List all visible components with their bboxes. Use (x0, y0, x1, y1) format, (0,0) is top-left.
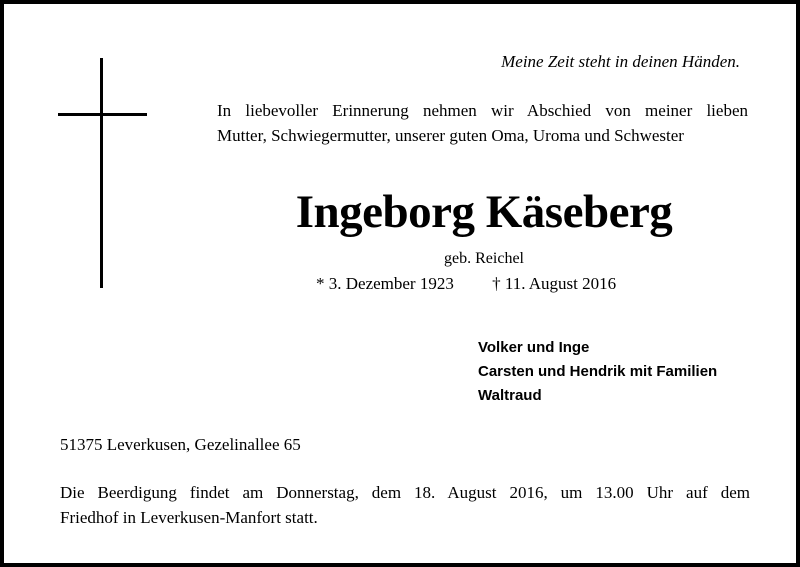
intro-line-2: Mutter, Schwiegermutter, unserer guten Oma, Uroma und Schwester (217, 126, 684, 145)
death-date: † 11. August 2016 (492, 274, 617, 293)
motto-text: Meine Zeit steht in deinen Händen. (501, 52, 740, 71)
funeral-line-1: Die Beerdigung findet am Donnerstag, dem 18. August 2016, um 13.00 Uhr auf dem (60, 483, 750, 502)
mourners-list (478, 336, 717, 408)
deceased-name: Ingeborg Käseberg (295, 186, 673, 238)
life-dates (316, 274, 616, 294)
cross-horizontal-bar (58, 113, 147, 116)
mourner-entry: Waltraud (478, 387, 542, 404)
intro-text (217, 98, 748, 148)
maiden-name: geb. Reichel (444, 250, 524, 267)
mourner-entry: Carsten und Hendrik mit Familien (478, 363, 718, 380)
intro-line-1: In liebevoller Erinnerung nehmen wir Abschied von meiner lieben (217, 101, 748, 120)
address-text: 51375 Leverkusen, Gezelinallee 65 (60, 435, 301, 454)
mourner-entry: Volker und Inge (478, 339, 590, 356)
funeral-info (60, 480, 750, 530)
funeral-line-2: Friedhof in Leverkusen-Manfort statt. (60, 508, 318, 527)
birth-date: * 3. Dezember 1923 (316, 274, 454, 293)
